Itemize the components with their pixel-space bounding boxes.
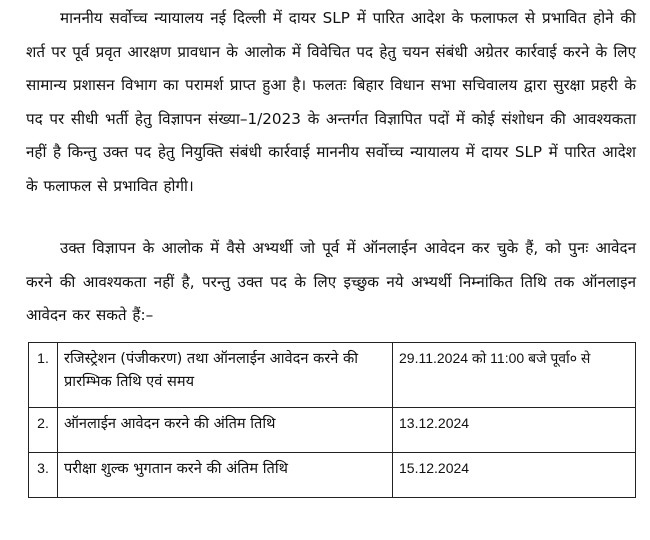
table-row: [29, 343, 636, 408]
paragraph-application-notice: उक्त विज्ञापन के आलोक में वैसे अभ्यर्थी जो पूर्व में ऑनलाईन आवेदन कर चुके हैं, को पुनः आवेदन करने की आवश्यकता नहीं है, परन्तु उक्त पद के लिए इच्छुक नये अभ्यर्थी निम्नांकित तिथि तक ऑनलाइन आवेदन कर सकते हैं:–: [26, 239, 636, 325]
row-value: 29.11.2024 को 11:00 बजे पूर्वा० से: [393, 343, 636, 408]
row-number: 2.: [37, 415, 49, 431]
row-description: रजिस्ट्रेशन (पंजीकरण) तथा ऑनलाईन आवेदन करने की प्रारम्भिक तिथि एवं समय: [58, 343, 393, 408]
row-number: 3.: [37, 460, 49, 476]
schedule-table: [28, 342, 636, 498]
row-number-cell: [29, 408, 58, 453]
row-number-cell: [29, 343, 58, 408]
paragraph-court-order: माननीय सर्वोच्च न्यायालय नई दिल्ली में दायर SLP में पारित आदेश के फलाफल से प्रभावित होने की शर्त पर पूर्व प्रवृत आरक्षण प्रावधान के आलोक में विवेचित पद हेतु चयन संबंधी अग्रेतर कार्रवाई करने के लिए सामान्य प्रशासन विभाग का परामर्श प्राप्त हुआ है। फलतः बिहार विधान सभा सचिवालय द्वारा सुरक्षा प्रहरी के पद पर सीधी भर्ती हेतु विज्ञापन संख्या–1/2023 के अन्तर्गत विज्ञापित पदों में कोई संशोधन की आवश्यकता नहीं है किन्तु उक्त पद हेतु नियुक्ति संबंधी कार्रवाई माननीय सर्वोच्च न्यायालय में दायर SLP में पारित आदेश के फलाफल से प्रभावित होगी।: [26, 9, 636, 195]
row-description: ऑनलाईन आवेदन करने की अंतिम तिथि: [58, 408, 393, 453]
row-value: 15.12.2024: [393, 453, 636, 498]
table-row: [29, 453, 636, 498]
row-description: परीक्षा शुल्क भुगतान करने की अंतिम तिथि: [58, 453, 393, 498]
row-number: 1.: [37, 350, 49, 366]
row-value: 13.12.2024: [393, 408, 636, 453]
table-row: [29, 408, 636, 453]
row-number-cell: [29, 453, 58, 498]
